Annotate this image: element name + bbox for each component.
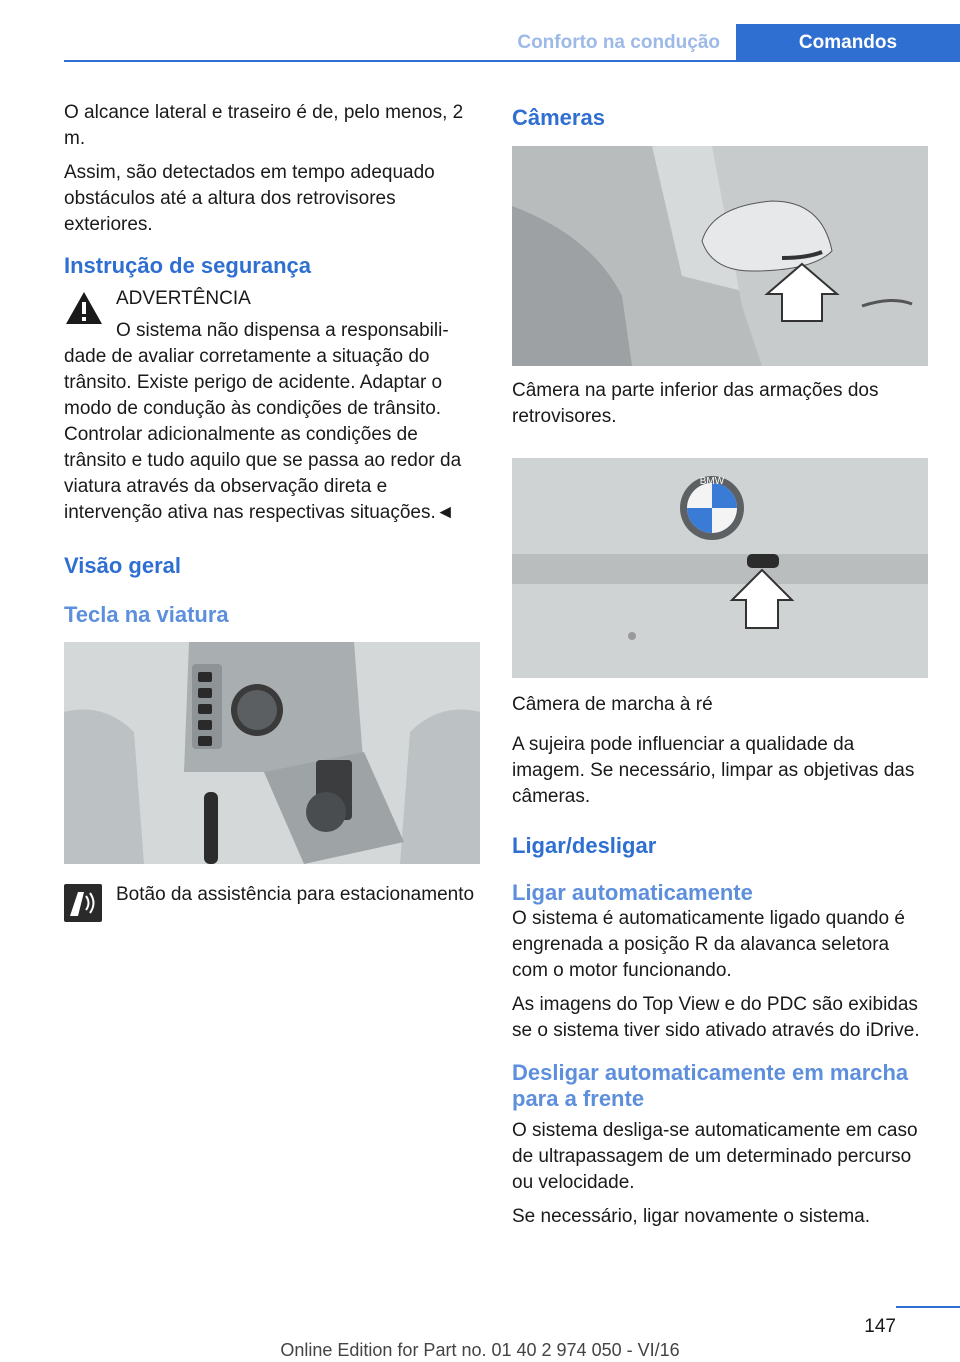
dirt-note: A sujeira pode influenciar a qualidade da imagem. Se necessário, limpar as objetivas das câmeras. — [512, 734, 915, 807]
button-caption-block — [64, 882, 480, 908]
center-console-image — [64, 642, 480, 864]
auto-on-heading: Ligar automaticamente — [512, 880, 753, 905]
detection-text: Assim, são detectados em tempo adequado obstáculos até a altura dos retrovisores exteriores. — [64, 162, 435, 235]
auto-off-heading: Desligar automaticamente em marcha para a frente — [512, 1060, 909, 1111]
cameras-heading: Câmeras — [512, 105, 605, 130]
page-number: 147 — [864, 1316, 896, 1337]
mirror-camera-caption: Câmera na parte inferior das armações dos retrovisores. — [512, 380, 879, 427]
header-section-tab[interactable]: Conforto na condução — [517, 32, 720, 53]
parking-assist-icon — [64, 884, 102, 922]
button-heading: Tecla na viatura — [64, 602, 229, 627]
range-text: O alcance lateral e traseiro é de, pelo menos, 2 m. — [64, 102, 464, 149]
button-caption: Botão da assistência para estacionamento — [116, 884, 475, 905]
bmw-logo-text: BMW — [699, 476, 725, 487]
auto-off-text-2: Se necessário, ligar novamente o sistema. — [512, 1206, 871, 1227]
warning-triangle-icon — [64, 290, 104, 326]
overview-heading: Visão geral — [64, 553, 181, 578]
warning-block — [64, 286, 480, 526]
right-column — [512, 100, 928, 1238]
mirror-camera-image — [512, 146, 928, 366]
warning-lead: O sistema não dispensa a responsabili- — [116, 320, 449, 341]
edition-footer: Online Edition for Part no. 01 40 2 974 050 - VI/16 — [280, 1340, 680, 1360]
reverse-camera-image — [512, 458, 928, 678]
auto-off-text-1: O sistema desliga-se automaticamente em caso de ultrapassagem de um determinado percurso ou velocidade. — [512, 1120, 918, 1193]
warning-body: dade de avaliar corretamente a situação do trânsito. Existe perigo de acidente. Adaptar o modo de condução às condições de trânsito. Controlar adicionalmente as condições de trânsito e tudo aquilo que se passa ao redor da viatura através da observação direta e intervenção ativa nas respectivas situações.◄ — [64, 346, 462, 523]
safety-heading: Instrução de segurança — [64, 253, 311, 278]
onoff-heading: Ligar/desligar — [512, 833, 657, 858]
auto-on-text-1: O sistema é automaticamente ligado quando é engrenada a posição R da alavanca seletora com o motor funcionando. — [512, 908, 905, 981]
header-chapter-tab[interactable]: Comandos — [736, 24, 960, 62]
warning-title: ADVERTÊNCIA — [116, 288, 251, 309]
auto-on-text-2: As imagens do Top View e do PDC são exibidas se o sistema tiver sido ativado através do iDrive. — [512, 994, 920, 1041]
left-column — [64, 100, 480, 916]
reverse-camera-caption: Câmera de marcha à ré — [512, 694, 713, 715]
footer-rule — [896, 1306, 960, 1308]
